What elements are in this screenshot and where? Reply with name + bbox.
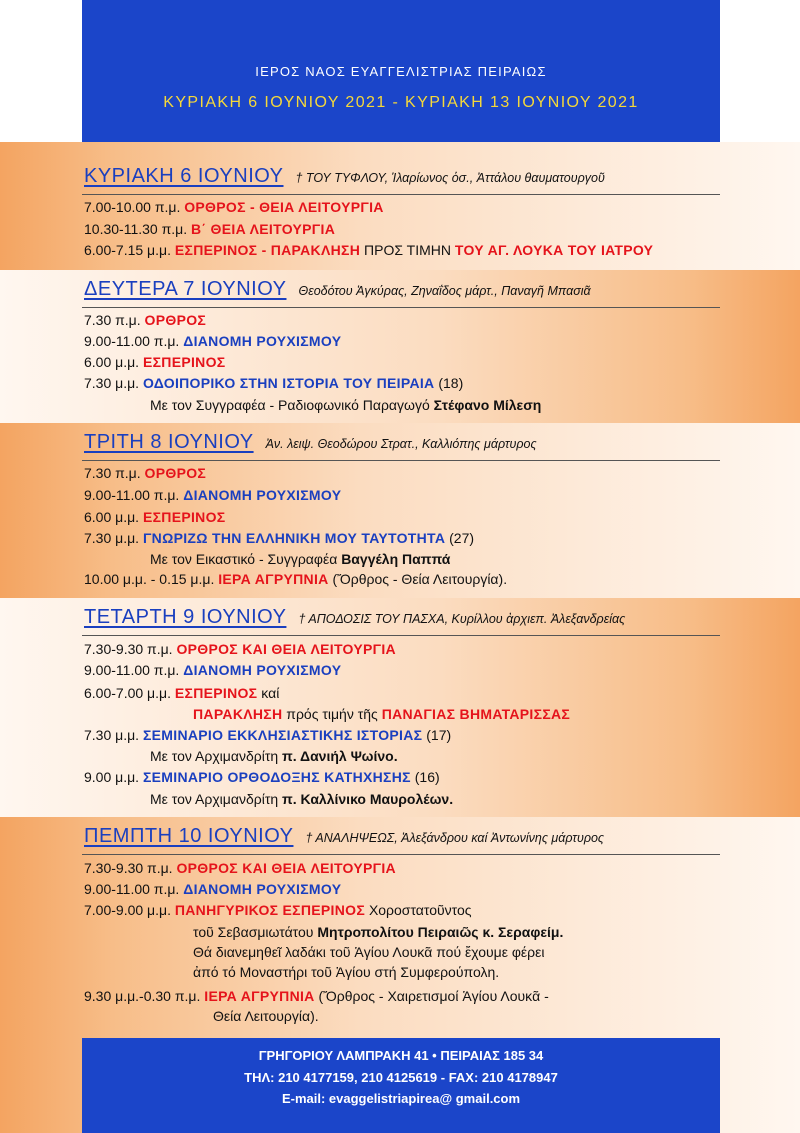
event: ΤΟΥ ΑΓ. ΛΟΥΚΑ ΤΟΥ ΙΑΤΡΟΥ [454, 242, 654, 258]
schedule-line [193, 944, 545, 960]
event: ΠΑΝΗΓΥΡΙΚΟΣ ΕΣΠΕΡΙΝΟΣ [174, 902, 366, 918]
schedule-line [84, 354, 225, 370]
day-title: ΤΕΤΑΡΤΗ 9 ΙΟΥΝΙΟΥ [84, 606, 287, 628]
event: ΔΙΑΝΟΜΗ ΡΟΥΧΙΣΜΟΥ [183, 487, 342, 503]
event: Β΄ ΘΕΙΑ ΛΕΙΤΟΥΡΓΙΑ [190, 221, 336, 237]
schedule-line [84, 333, 341, 349]
event: ΟΡΘΡΟΣ [144, 465, 207, 481]
schedule-line [84, 988, 549, 1004]
note: πρός τιμήν τῆς [286, 706, 378, 722]
day-heading [84, 431, 537, 454]
time: 7.30 μ.μ. [84, 530, 140, 546]
time: 10.30-11.30 π.μ. [84, 221, 188, 237]
note: Με τον Αρχιμανδρίτη [150, 791, 279, 807]
schedule-line [84, 685, 279, 701]
event: ΟΡΘΡΟΣ ΚΑΙ ΘΕΙΑ ΛΕΙΤΟΥΡΓΙΑ [176, 641, 396, 657]
time: 7.30 μ.μ. [84, 727, 140, 743]
episode-number: (27) [449, 530, 475, 546]
schedule-line [150, 791, 453, 807]
schedule-line [213, 1008, 319, 1024]
day-heading [84, 278, 591, 301]
event: ΣΕΜΙΝΑΡΙΟ ΕΚΚΛΗΣΙΑΣΤΙΚΗΣ ΙΣΤΟΡΙΑΣ [142, 727, 423, 743]
event: ΔΙΑΝΟΜΗ ΡΟΥΧΙΣΜΟΥ [183, 662, 342, 678]
event: ΣΕΜΙΝΑΡΙΟ ΟΡΘΟΔΟΞΗΣ ΚΑΤΗΧΗΣΗΣ [142, 769, 411, 785]
time: 7.30-9.30 π.μ. [84, 860, 173, 876]
time: 7.00-9.00 μ.μ. [84, 902, 171, 918]
week-dates: ΚΥΡΙΑΚΗ 6 ΙΟΥΝΙΟΥ 2021 - ΚΥΡΙΑΚΗ 13 ΙΟΥΝΙΟΥ 2021 [163, 94, 639, 111]
day-title: ΤΡΙΤΗ 8 ΙΟΥΝΙΟΥ [84, 431, 254, 453]
schedule-line [193, 964, 499, 980]
time: 6.00-7.15 μ.μ. [84, 242, 171, 258]
church-title: ΙΕΡΟΣ ΝΑΟΣ ΕΥΑΓΓΕΛΙΣΤΡΙΑΣ ΠΕΙΡΑΙΩΣ [255, 64, 547, 79]
feast-text: Ἀν. λειψ. Θεοδώρου Στρατ., Καλλιόπης μάρτυρος [265, 437, 537, 451]
episode-number: (17) [426, 727, 452, 743]
day-title: ΔΕΥΤΕΡΑ 7 ΙΟΥΝΙΟΥ [84, 278, 287, 300]
schedule-line [150, 748, 398, 764]
time: 7.30 π.μ. [84, 465, 141, 481]
event: ΠΑΡΑΚΛΗΣΗ [193, 706, 283, 722]
schedule-line [84, 465, 206, 481]
note: Θεία Λειτουργία). [213, 1008, 319, 1024]
speaker: Στέφανο Μίλεση [433, 397, 542, 413]
divider [82, 635, 720, 636]
schedule-line [84, 571, 507, 587]
time: 7.30 π.μ. [84, 312, 141, 328]
footer-banner [82, 1038, 720, 1133]
day-title: ΠΕΜΠΤΗ 10 ΙΟΥΝΙΟΥ [84, 825, 294, 847]
time: 9.00-11.00 π.μ. [84, 333, 180, 349]
divider [82, 194, 720, 195]
episode-number: (18) [438, 375, 464, 391]
schedule-line [84, 881, 341, 897]
event: ΕΣΠΕΡΙΝΟΣ [142, 509, 226, 525]
speaker: π. Καλλίνικο Μαυρολέων. [282, 791, 454, 807]
event: ΟΡΘΡΟΣ - ΘΕΙΑ ΛΕΙΤΟΥΡΓΙΑ [184, 199, 384, 215]
time: 9.00-11.00 π.μ. [84, 662, 180, 678]
schedule-line [84, 221, 335, 237]
phone-numbers: ΤΗΛ: 210 4177159, 210 4125619 - FAX: 210 4178947 [244, 1070, 558, 1085]
note: Χοροστατοῦντος [368, 902, 472, 918]
speaker: π. Δανιήλ Ψωίνο. [282, 748, 398, 764]
schedule-line [84, 509, 225, 525]
address: ΓΡΗΓΟΡΙΟΥ ΛΑΜΠΡΑΚΗ 41 • ΠΕΙΡΑΙΑΣ 185 34 [258, 1048, 544, 1063]
schedule-line [84, 902, 472, 918]
header-banner [82, 0, 720, 142]
feast-text: † ΑΠΟΔΟΣΙΣ ΤΟΥ ΠΑΣΧΑ, Κυρίλλου ἀρχιεπ. Ἀλεξανδρείας [298, 612, 626, 626]
event: ΠΑΝΑΓΙΑΣ ΒΗΜΑΤΑΡΙΣΣΑΣ [381, 706, 571, 722]
time: 10.00 μ.μ. - 0.15 μ.μ. [84, 571, 215, 587]
event: ΕΣΠΕΡΙΝΟΣ [142, 354, 226, 370]
note: ἀπό τό Μοναστήρι τοῦ Ἁγίου στή Συμφερούπολη. [193, 964, 500, 980]
feast-text: Θεοδότου Ἀγκύρας, Ζηναΐδος μάρτ., Παναγῆ Μπασιᾶ [298, 284, 591, 298]
event: ΕΣΠΕΡΙΝΟΣ - ΠΑΡΑΚΛΗΣΗ [174, 242, 361, 258]
day-title: ΚΥΡΙΑΚΗ 6 ΙΟΥΝΙΟΥ [84, 165, 284, 187]
note: τοῦ Σεβασμιωτάτου [193, 924, 314, 940]
time: 9.00-11.00 π.μ. [84, 487, 180, 503]
divider [82, 854, 720, 855]
time: 9.30 μ.μ.-0.30 π.μ. [84, 988, 201, 1004]
day-heading [84, 165, 605, 188]
event: ΟΡΘΡΟΣ [144, 312, 207, 328]
schedule-line [84, 727, 451, 743]
schedule-line [193, 706, 570, 722]
note: Με τον Εικαστικό - Συγγραφέα [150, 551, 338, 567]
schedule-line [150, 397, 541, 413]
divider [82, 460, 720, 461]
schedule-line [150, 551, 450, 567]
schedule-line [84, 375, 463, 391]
schedule-line [84, 860, 396, 876]
email: E-mail: evaggelistriapirea@ gmail.com [281, 1091, 521, 1106]
event: ΕΣΠΕΡΙΝΟΣ [174, 685, 258, 701]
schedule-line [84, 769, 440, 785]
schedule-line [84, 487, 341, 503]
event: ΔΙΑΝΟΜΗ ΡΟΥΧΙΣΜΟΥ [183, 333, 342, 349]
day-heading [84, 825, 604, 848]
time: 9.00-11.00 π.μ. [84, 881, 180, 897]
time: 9.00 μ.μ. [84, 769, 140, 785]
note: (Ὄρθρος - Χαιρετισμοί Ἁγίου Λουκᾶ - [318, 988, 549, 1004]
speaker: Βαγγέλη Παππά [341, 551, 451, 567]
divider [82, 307, 720, 308]
note: καί [261, 685, 280, 701]
time: 7.30 μ.μ. [84, 375, 140, 391]
bishop-name: Μητροπολίτου Πειραιῶς κ. Σεραφείμ. [317, 924, 564, 940]
time: 6.00-7.00 μ.μ. [84, 685, 171, 701]
event: ΙΕΡΑ ΑΓΡΥΠΝΙΑ [204, 988, 315, 1004]
note: ΠΡΟΣ ΤΙΜΗΝ [364, 242, 451, 258]
day-heading [84, 606, 625, 629]
note: Με τον Συγγραφέα - Ραδιοφωνικό Παραγωγό [150, 397, 430, 413]
note: Με τον Αρχιμανδρίτη [150, 748, 279, 764]
note: (Ὄρθρος - Θεία Λειτουργία). [332, 571, 508, 587]
time: 7.30-9.30 π.μ. [84, 641, 173, 657]
feast-text: † ΤΟΥ ΤΥΦΛΟΥ, Ἱλαρίωνος ὁσ., Ἀττάλου θαυματουργοῦ [295, 171, 605, 185]
schedule-line [84, 530, 474, 546]
event: ΟΔΟΙΠΟΡΙΚΟ ΣΤΗΝ ΙΣΤΟΡΙΑ ΤΟΥ ΠΕΙΡΑΙΑ [142, 375, 435, 391]
event: ΔΙΑΝΟΜΗ ΡΟΥΧΙΣΜΟΥ [183, 881, 342, 897]
note: Θά διανεμηθεῖ λαδάκι τοῦ Ἁγίου Λουκᾶ πού ἔχουμε φέρει [193, 944, 545, 960]
time: 6.00 μ.μ. [84, 509, 140, 525]
event: ΓΝΩΡΙΖΩ ΤΗΝ ΕΛΛΗΝΙΚΗ ΜΟΥ ΤΑΥΤΟΤΗΤΑ [142, 530, 446, 546]
schedule-line [84, 199, 384, 215]
time: 6.00 μ.μ. [84, 354, 140, 370]
feast-text: † ΑΝΑΛΗΨΕΩΣ, Ἀλεξάνδρου καί Ἀντωνίνης μάρτυρος [305, 831, 605, 845]
schedule-line [193, 924, 563, 940]
schedule-line [84, 662, 341, 678]
time: 7.00-10.00 π.μ. [84, 199, 181, 215]
schedule-line [84, 641, 396, 657]
event: ΟΡΘΡΟΣ ΚΑΙ ΘΕΙΑ ΛΕΙΤΟΥΡΓΙΑ [176, 860, 396, 876]
schedule-line [84, 242, 653, 258]
event: ΙΕΡΑ ΑΓΡΥΠΝΙΑ [218, 571, 329, 587]
episode-number: (16) [414, 769, 440, 785]
schedule-line [84, 312, 206, 328]
